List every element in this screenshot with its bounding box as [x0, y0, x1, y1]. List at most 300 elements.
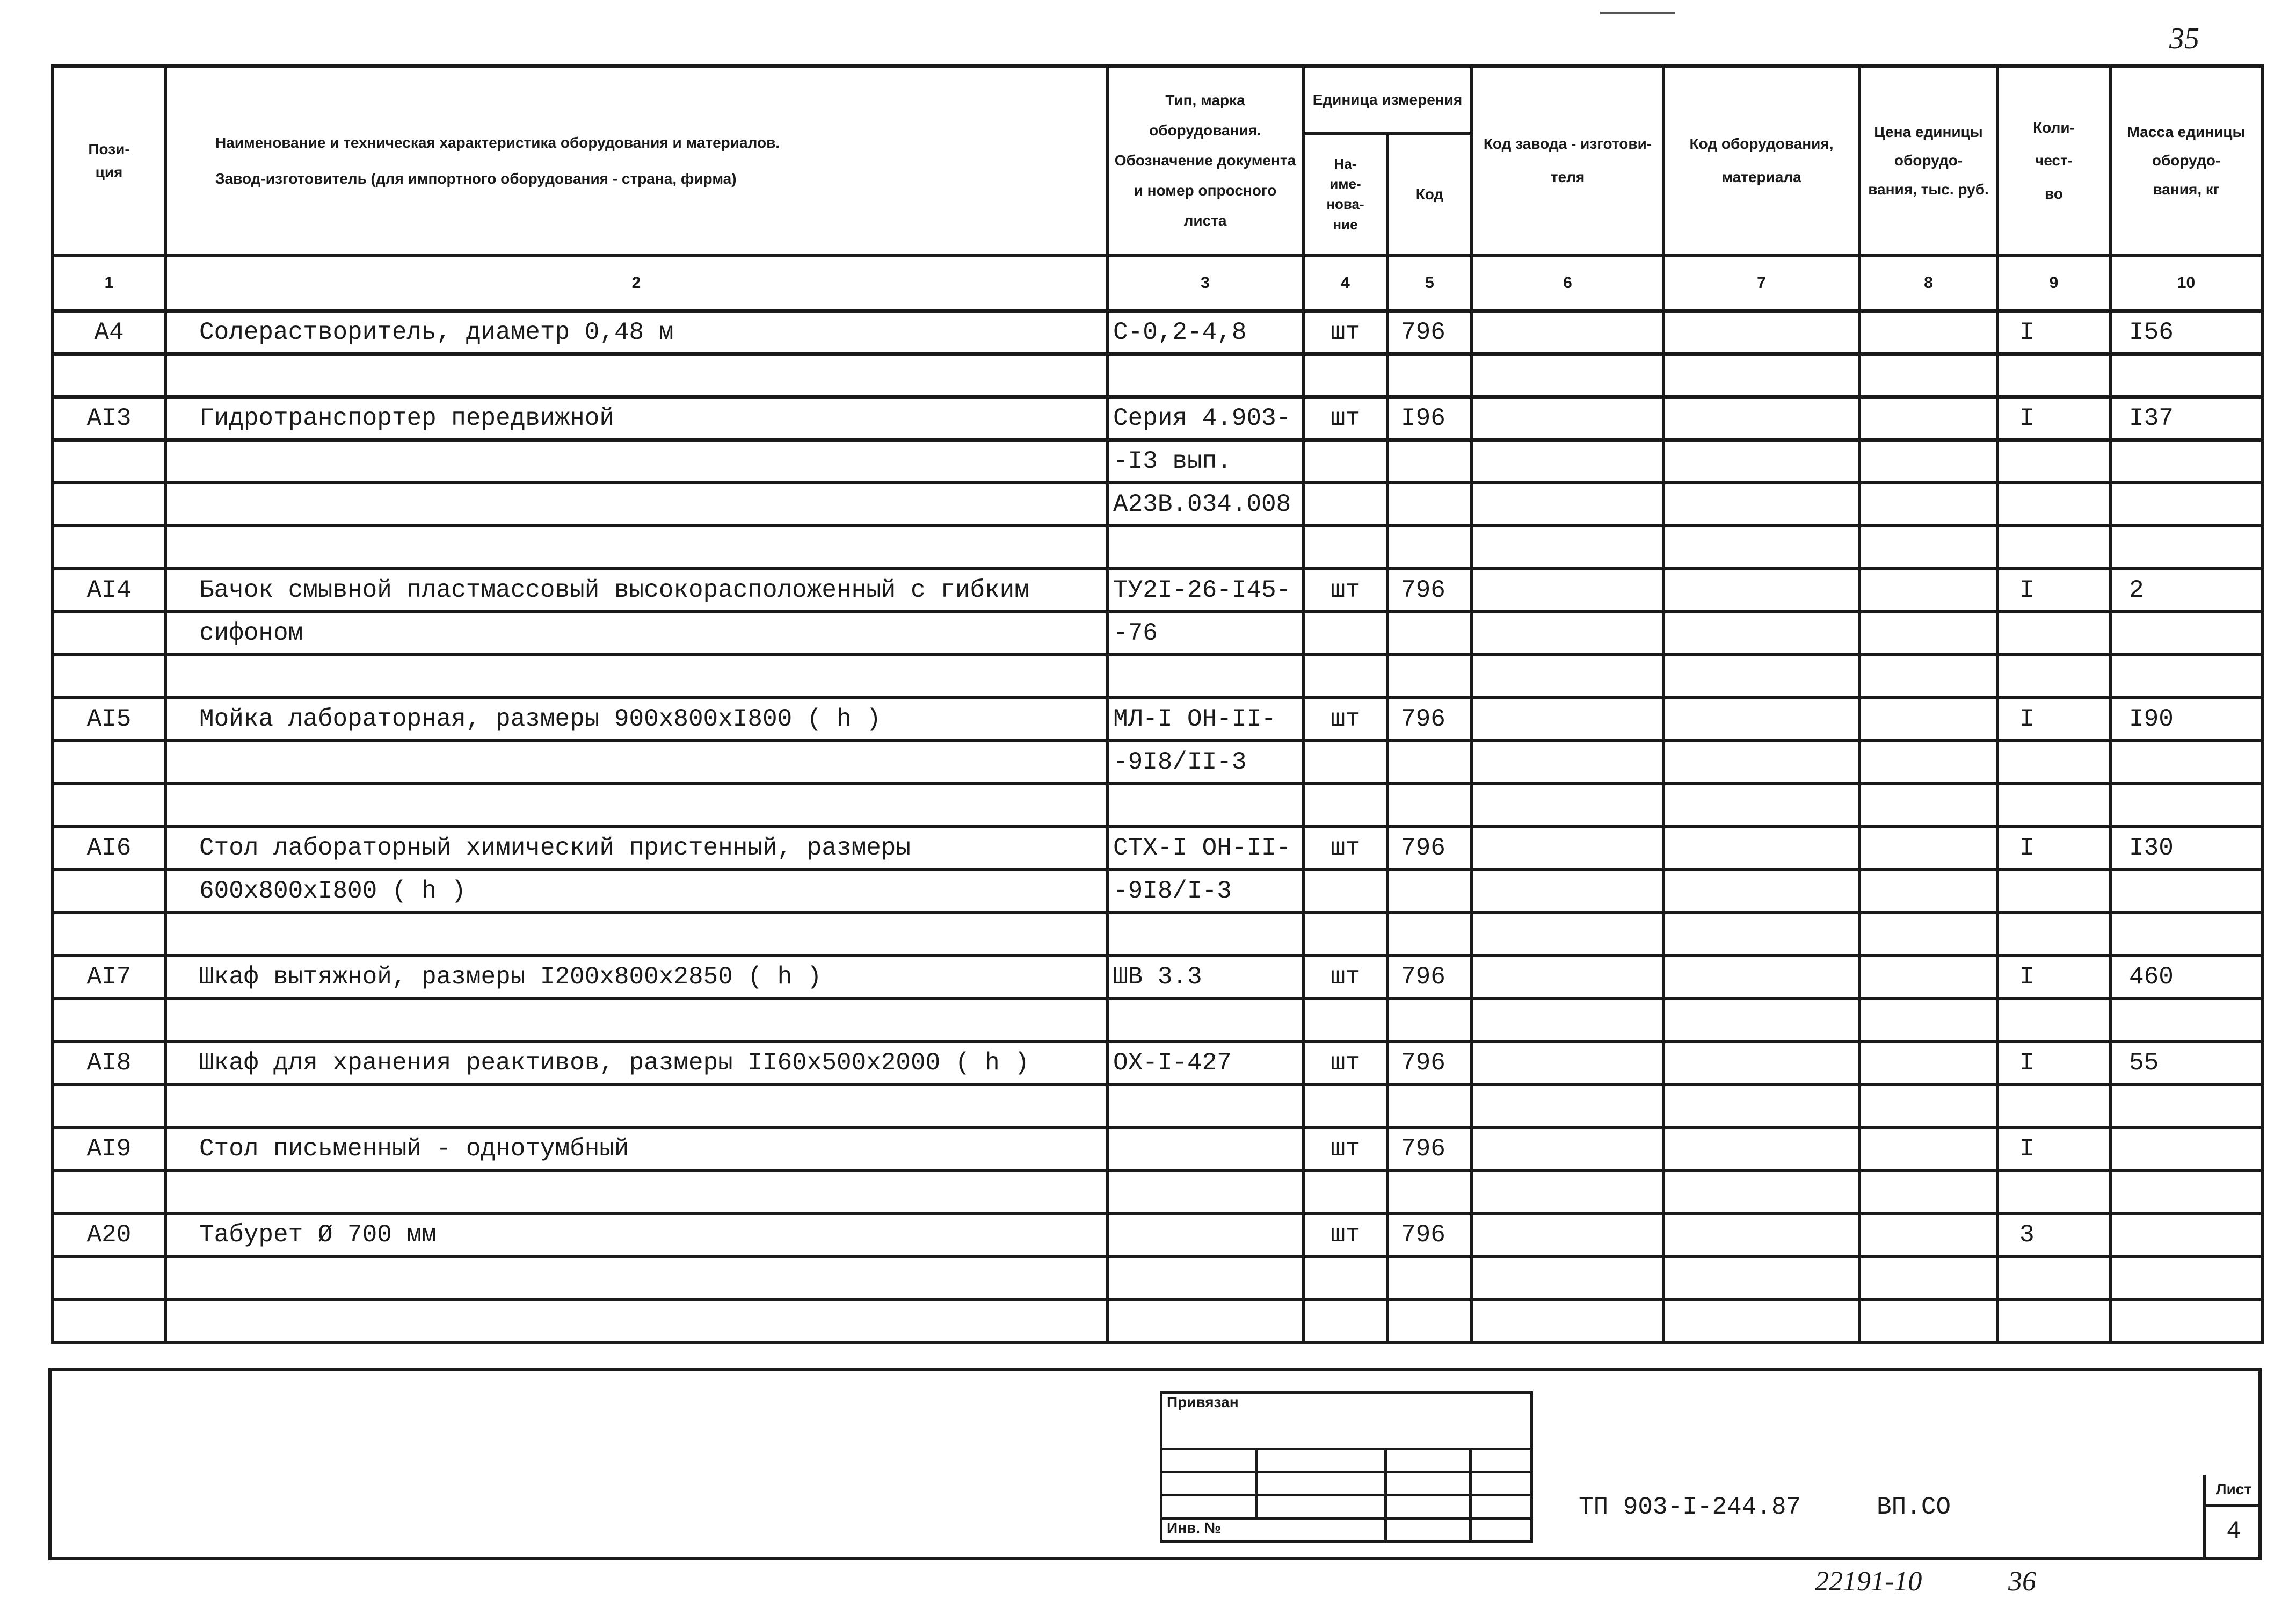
price-cell [1859, 1256, 1997, 1299]
unit-code-cell [1387, 440, 1472, 483]
plant-code-cell [1472, 483, 1663, 526]
price-cell [1859, 741, 1997, 784]
unit-name-cell [1303, 999, 1387, 1041]
price-cell [1859, 526, 1997, 569]
table-row [53, 956, 2262, 999]
type-cell: -I3 вып. [1107, 440, 1303, 483]
equipment-code-cell [1663, 999, 1859, 1041]
type-cell: -76 [1107, 612, 1303, 655]
unit-code-cell: 796 [1387, 827, 1472, 870]
position-cell: А20 [53, 1213, 165, 1256]
unit-name-cell: шт [1303, 1213, 1387, 1256]
quantity-cell: I [1997, 1127, 2110, 1170]
name-cell [165, 999, 1107, 1041]
quantity-cell [1997, 870, 2110, 913]
price-cell [1859, 956, 1997, 999]
unit-code-cell [1387, 870, 1472, 913]
table-row [53, 1256, 2262, 1299]
unit-name-cell [1303, 655, 1387, 698]
quantity-cell [1997, 1170, 2110, 1213]
type-cell [1107, 526, 1303, 569]
header-unit-name: На- име- нова- ние [1303, 134, 1387, 255]
header-quantity: Коли- чест- во [1997, 66, 2110, 255]
unit-code-cell [1387, 483, 1472, 526]
table-row [53, 612, 2262, 655]
equipment-code-cell [1663, 655, 1859, 698]
position-cell: АI7 [53, 956, 165, 999]
quantity-cell [1997, 1256, 2110, 1299]
mass-cell [2110, 354, 2262, 397]
type-cell: Серия 4.903- [1107, 397, 1303, 440]
sheet-top-number: 35 [2169, 22, 2199, 55]
unit-code-cell [1387, 999, 1472, 1041]
table-row [53, 1127, 2262, 1170]
stamp-cell [1471, 1472, 1532, 1495]
table-row [53, 483, 2262, 526]
unit-code-cell [1387, 913, 1472, 956]
table-row [53, 1213, 2262, 1256]
plant-code-cell [1472, 827, 1663, 870]
unit-name-cell [1303, 440, 1387, 483]
mass-cell: I37 [2110, 397, 2262, 440]
position-cell: АI5 [53, 698, 165, 741]
quantity-cell: I [1997, 698, 2110, 741]
unit-name-cell [1303, 741, 1387, 784]
unit-name-cell [1303, 870, 1387, 913]
plant-code-cell [1472, 1041, 1663, 1084]
name-cell: Мойка лабораторная, размеры 900x800xI800 ( h ) [165, 698, 1107, 741]
unit-name-cell: шт [1303, 397, 1387, 440]
unit-name-cell: шт [1303, 698, 1387, 741]
table-row [53, 569, 2262, 612]
type-cell: СТХ-I ОН-II- [1107, 827, 1303, 870]
stamp-cell [1257, 1495, 1386, 1518]
plant-code-cell [1472, 1299, 1663, 1342]
position-cell [53, 612, 165, 655]
price-cell [1859, 311, 1997, 354]
header-unit-group: Единица измерения [1303, 66, 1472, 134]
equipment-code-cell [1663, 1213, 1859, 1256]
header-equipment-code: Код оборудования, материала [1663, 66, 1859, 255]
unit-code-cell [1387, 354, 1472, 397]
position-cell [53, 440, 165, 483]
mass-cell [2110, 999, 2262, 1041]
header-name: Наименование и техническая характеристика оборудования и материалов. Завод-изготовитель (для импортного оборудования - страна, фирма) [165, 66, 1107, 255]
equipment-code-cell [1663, 827, 1859, 870]
equipment-code-cell [1663, 784, 1859, 827]
mass-cell [2110, 741, 2262, 784]
equipment-code-cell [1663, 354, 1859, 397]
plant-code-cell [1472, 569, 1663, 612]
column-number: 2 [165, 255, 1107, 311]
name-cell [165, 1170, 1107, 1213]
plant-code-cell [1472, 354, 1663, 397]
mass-cell: 2 [2110, 569, 2262, 612]
quantity-cell [1997, 354, 2110, 397]
mass-cell [2110, 1170, 2262, 1213]
type-cell [1107, 1213, 1303, 1256]
mass-cell [2110, 655, 2262, 698]
price-cell [1859, 827, 1997, 870]
price-cell [1859, 483, 1997, 526]
column-number: 5 [1387, 255, 1472, 311]
table-row [53, 1299, 2262, 1342]
mass-cell: I30 [2110, 827, 2262, 870]
equipment-code-cell [1663, 1256, 1859, 1299]
quantity-cell: I [1997, 827, 2110, 870]
mass-cell [2110, 612, 2262, 655]
header-plant-code: Код завода - изготови- теля [1472, 66, 1663, 255]
name-cell [165, 741, 1107, 784]
unit-code-cell [1387, 784, 1472, 827]
plant-code-cell [1472, 784, 1663, 827]
equipment-code-cell [1663, 956, 1859, 999]
unit-name-cell [1303, 1299, 1387, 1342]
unit-name-cell: шт [1303, 827, 1387, 870]
type-cell: -9I8/II-3 [1107, 741, 1303, 784]
price-cell [1859, 1170, 1997, 1213]
table-row [53, 999, 2262, 1041]
stamp-cell [1257, 1449, 1386, 1472]
column-number: 3 [1107, 255, 1303, 311]
type-cell [1107, 913, 1303, 956]
equipment-code-cell [1663, 1170, 1859, 1213]
price-cell [1859, 1041, 1997, 1084]
price-cell [1859, 354, 1997, 397]
table-row [53, 913, 2262, 956]
type-cell: С-0,2-4,8 [1107, 311, 1303, 354]
name-cell: Табурет Ø 700 мм [165, 1213, 1107, 1256]
equipment-code-cell [1663, 569, 1859, 612]
price-cell [1859, 1084, 1997, 1127]
type-cell [1107, 354, 1303, 397]
stamp-bound-label: Привязан [1161, 1393, 1532, 1449]
mass-cell [2110, 1299, 2262, 1342]
table-row [53, 870, 2262, 913]
unit-name-cell [1303, 483, 1387, 526]
mass-cell [2110, 870, 2262, 913]
mass-cell: I56 [2110, 311, 2262, 354]
price-cell [1859, 784, 1997, 827]
mass-cell [2110, 913, 2262, 956]
table-row [53, 440, 2262, 483]
quantity-cell: I [1997, 569, 2110, 612]
header-position: Пози- ция [53, 66, 165, 255]
plant-code-cell [1472, 397, 1663, 440]
column-number: 7 [1663, 255, 1859, 311]
type-cell [1107, 1170, 1303, 1213]
unit-code-cell [1387, 1170, 1472, 1213]
quantity-cell [1997, 999, 2110, 1041]
mass-cell [2110, 1084, 2262, 1127]
header-unit-code: Код [1387, 134, 1472, 255]
name-cell: Стол письменный - однотумбный [165, 1127, 1107, 1170]
archive-number-2: 36 [2008, 1566, 2036, 1597]
mass-cell [2110, 784, 2262, 827]
stamp-cell [1161, 1449, 1257, 1472]
type-cell [1107, 1256, 1303, 1299]
stamp-cell [1386, 1472, 1471, 1495]
stamp-cell [1471, 1495, 1532, 1518]
quantity-cell [1997, 784, 2110, 827]
type-cell: ТУ2I-26-I45- [1107, 569, 1303, 612]
plant-code-cell [1472, 526, 1663, 569]
column-number: 10 [2110, 255, 2262, 311]
equipment-code-cell [1663, 612, 1859, 655]
position-cell [53, 999, 165, 1041]
unit-code-cell [1387, 612, 1472, 655]
unit-code-cell: 796 [1387, 1127, 1472, 1170]
table-row [53, 741, 2262, 784]
table-row [53, 397, 2262, 440]
plant-code-cell [1472, 698, 1663, 741]
unit-name-cell [1303, 526, 1387, 569]
equipment-code-cell [1663, 870, 1859, 913]
name-cell: Шкаф для хранения реактивов, размеры II60x500x2000 ( h ) [165, 1041, 1107, 1084]
stamp-cell [1257, 1472, 1386, 1495]
plant-code-cell [1472, 1127, 1663, 1170]
price-cell [1859, 1127, 1997, 1170]
plant-code-cell [1472, 440, 1663, 483]
quantity-cell [1997, 1299, 2110, 1342]
plant-code-cell [1472, 612, 1663, 655]
unit-code-cell: 796 [1387, 569, 1472, 612]
type-cell: МЛ-I ОН-II- [1107, 698, 1303, 741]
binding-stamp [1160, 1391, 1533, 1543]
name-cell [165, 655, 1107, 698]
table-row [53, 655, 2262, 698]
position-cell: АI9 [53, 1127, 165, 1170]
quantity-cell [1997, 655, 2110, 698]
position-cell [53, 1299, 165, 1342]
price-cell [1859, 440, 1997, 483]
plant-code-cell [1472, 1256, 1663, 1299]
unit-code-cell [1387, 655, 1472, 698]
unit-code-cell [1387, 741, 1472, 784]
price-cell [1859, 655, 1997, 698]
column-number: 1 [53, 255, 165, 311]
sheet-label: Лист [2206, 1475, 2262, 1507]
position-cell [53, 526, 165, 569]
equipment-code-cell [1663, 913, 1859, 956]
name-cell: Бачок смывной пластмассовый высокорасположенный с гибким [165, 569, 1107, 612]
name-cell [165, 913, 1107, 956]
document-designation: ТП 903-I-244.87 [1579, 1493, 1801, 1521]
specification-table [51, 64, 2264, 1344]
equipment-code-cell [1663, 1041, 1859, 1084]
name-cell: 600x800xI800 ( h ) [165, 870, 1107, 913]
unit-name-cell: шт [1303, 1041, 1387, 1084]
name-cell [165, 354, 1107, 397]
unit-name-cell: шт [1303, 569, 1387, 612]
header-price: Цена единицы оборудо- вания, тыс. руб. [1859, 66, 1997, 255]
type-cell [1107, 655, 1303, 698]
unit-name-cell: шт [1303, 956, 1387, 999]
unit-name-cell: шт [1303, 311, 1387, 354]
title-block-frame [48, 1368, 2262, 1560]
equipment-code-cell [1663, 1127, 1859, 1170]
stamp-cell [1161, 1472, 1257, 1495]
column-number: 4 [1303, 255, 1387, 311]
mass-cell: I90 [2110, 698, 2262, 741]
position-cell [53, 483, 165, 526]
plant-code-cell [1472, 999, 1663, 1041]
type-cell: -9I8/I-3 [1107, 870, 1303, 913]
mass-cell [2110, 440, 2262, 483]
type-cell [1107, 1127, 1303, 1170]
unit-name-cell [1303, 354, 1387, 397]
stamp-cell [1386, 1449, 1471, 1472]
mass-cell [2110, 483, 2262, 526]
name-cell [165, 526, 1107, 569]
type-cell [1107, 999, 1303, 1041]
unit-code-cell: 796 [1387, 698, 1472, 741]
quantity-cell: I [1997, 397, 2110, 440]
plant-code-cell [1472, 1084, 1663, 1127]
equipment-code-cell [1663, 526, 1859, 569]
price-cell [1859, 698, 1997, 741]
quantity-cell [1997, 483, 2110, 526]
position-cell [53, 1084, 165, 1127]
unit-name-cell [1303, 612, 1387, 655]
plant-code-cell [1472, 741, 1663, 784]
header-mass: Масса единицы оборудо- вания, кг [2110, 66, 2262, 255]
plant-code-cell [1472, 913, 1663, 956]
position-cell: АI8 [53, 1041, 165, 1084]
unit-code-cell: I96 [1387, 397, 1472, 440]
name-cell [165, 784, 1107, 827]
table-row [53, 1041, 2262, 1084]
stamp-cell [1161, 1495, 1257, 1518]
equipment-code-cell [1663, 698, 1859, 741]
stamp-inventory-label: Инв. № [1161, 1518, 1386, 1542]
equipment-code-cell [1663, 1299, 1859, 1342]
position-cell: АI4 [53, 569, 165, 612]
unit-code-cell: 796 [1387, 311, 1472, 354]
table-row [53, 354, 2262, 397]
archive-number: 22191-10 [1815, 1566, 1922, 1597]
type-cell: ШВ 3.3 [1107, 956, 1303, 999]
quantity-cell: I [1997, 1041, 2110, 1084]
position-cell [53, 655, 165, 698]
name-cell [165, 483, 1107, 526]
stamp-cell [1386, 1495, 1471, 1518]
quantity-cell: I [1997, 311, 2110, 354]
name-cell: Шкаф вытяжной, размеры I200x800x2850 ( h ) [165, 956, 1107, 999]
document-code: ВП.СО [1877, 1493, 1951, 1521]
column-number: 9 [1997, 255, 2110, 311]
specification-body [53, 311, 2262, 1342]
price-cell [1859, 397, 1997, 440]
table-row [53, 1084, 2262, 1127]
position-cell: АI6 [53, 827, 165, 870]
unit-name-cell [1303, 1256, 1387, 1299]
position-cell: А4 [53, 311, 165, 354]
type-cell [1107, 1084, 1303, 1127]
plant-code-cell [1472, 870, 1663, 913]
position-cell [53, 741, 165, 784]
price-cell [1859, 612, 1997, 655]
mass-cell [2110, 1213, 2262, 1256]
name-cell: Стол лабораторный химический пристенный, размеры [165, 827, 1107, 870]
price-cell [1859, 569, 1997, 612]
unit-code-cell: 796 [1387, 1213, 1472, 1256]
sheet-value: 4 [2226, 1517, 2241, 1545]
quantity-cell [1997, 612, 2110, 655]
price-cell [1859, 913, 1997, 956]
type-cell [1107, 1299, 1303, 1342]
plant-code-cell [1472, 655, 1663, 698]
position-cell [53, 913, 165, 956]
equipment-code-cell [1663, 440, 1859, 483]
unit-name-cell [1303, 913, 1387, 956]
column-number: 8 [1859, 255, 1997, 311]
name-cell: сифоном [165, 612, 1107, 655]
sheet-box [2203, 1475, 2262, 1560]
table-row [53, 784, 2262, 827]
equipment-code-cell [1663, 1084, 1859, 1127]
header-type: Тип, марка оборудования. Обозначение документа и номер опросного листа [1107, 66, 1303, 255]
equipment-code-cell [1663, 397, 1859, 440]
position-cell: АI3 [53, 397, 165, 440]
equipment-code-cell [1663, 741, 1859, 784]
type-cell: А23В.034.008 [1107, 483, 1303, 526]
name-cell: Солерастворитель, диаметр 0,48 м [165, 311, 1107, 354]
type-cell: ОХ-I-427 [1107, 1041, 1303, 1084]
plant-code-cell [1472, 311, 1663, 354]
quantity-cell: 3 [1997, 1213, 2110, 1256]
price-cell [1859, 999, 1997, 1041]
mass-cell: 55 [2110, 1041, 2262, 1084]
stamp-cell [1471, 1518, 1532, 1542]
type-cell [1107, 784, 1303, 827]
position-cell [53, 870, 165, 913]
stamp-cell [1471, 1449, 1532, 1472]
unit-code-cell [1387, 526, 1472, 569]
table-row [53, 1170, 2262, 1213]
quantity-cell [1997, 741, 2110, 784]
unit-code-cell [1387, 1256, 1472, 1299]
name-cell [165, 1256, 1107, 1299]
unit-name-cell [1303, 1170, 1387, 1213]
name-cell [165, 1299, 1107, 1342]
unit-code-cell [1387, 1084, 1472, 1127]
quantity-cell: I [1997, 956, 2110, 999]
quantity-cell [1997, 440, 2110, 483]
quantity-cell [1997, 913, 2110, 956]
column-number: 6 [1472, 255, 1663, 311]
unit-code-cell: 796 [1387, 1041, 1472, 1084]
position-cell [53, 354, 165, 397]
table-row [53, 698, 2262, 741]
mass-cell: 460 [2110, 956, 2262, 999]
stamp-cell [1386, 1518, 1471, 1542]
equipment-code-cell [1663, 483, 1859, 526]
plant-code-cell [1472, 956, 1663, 999]
position-cell [53, 784, 165, 827]
price-cell [1859, 870, 1997, 913]
position-cell [53, 1256, 165, 1299]
equipment-code-cell [1663, 311, 1859, 354]
unit-code-cell [1387, 1299, 1472, 1342]
name-cell: Гидротранспортер передвижной [165, 397, 1107, 440]
unit-name-cell: шт [1303, 1127, 1387, 1170]
quantity-cell [1997, 526, 2110, 569]
table-row [53, 827, 2262, 870]
price-cell [1859, 1299, 1997, 1342]
table-row [53, 526, 2262, 569]
plant-code-cell [1472, 1170, 1663, 1213]
